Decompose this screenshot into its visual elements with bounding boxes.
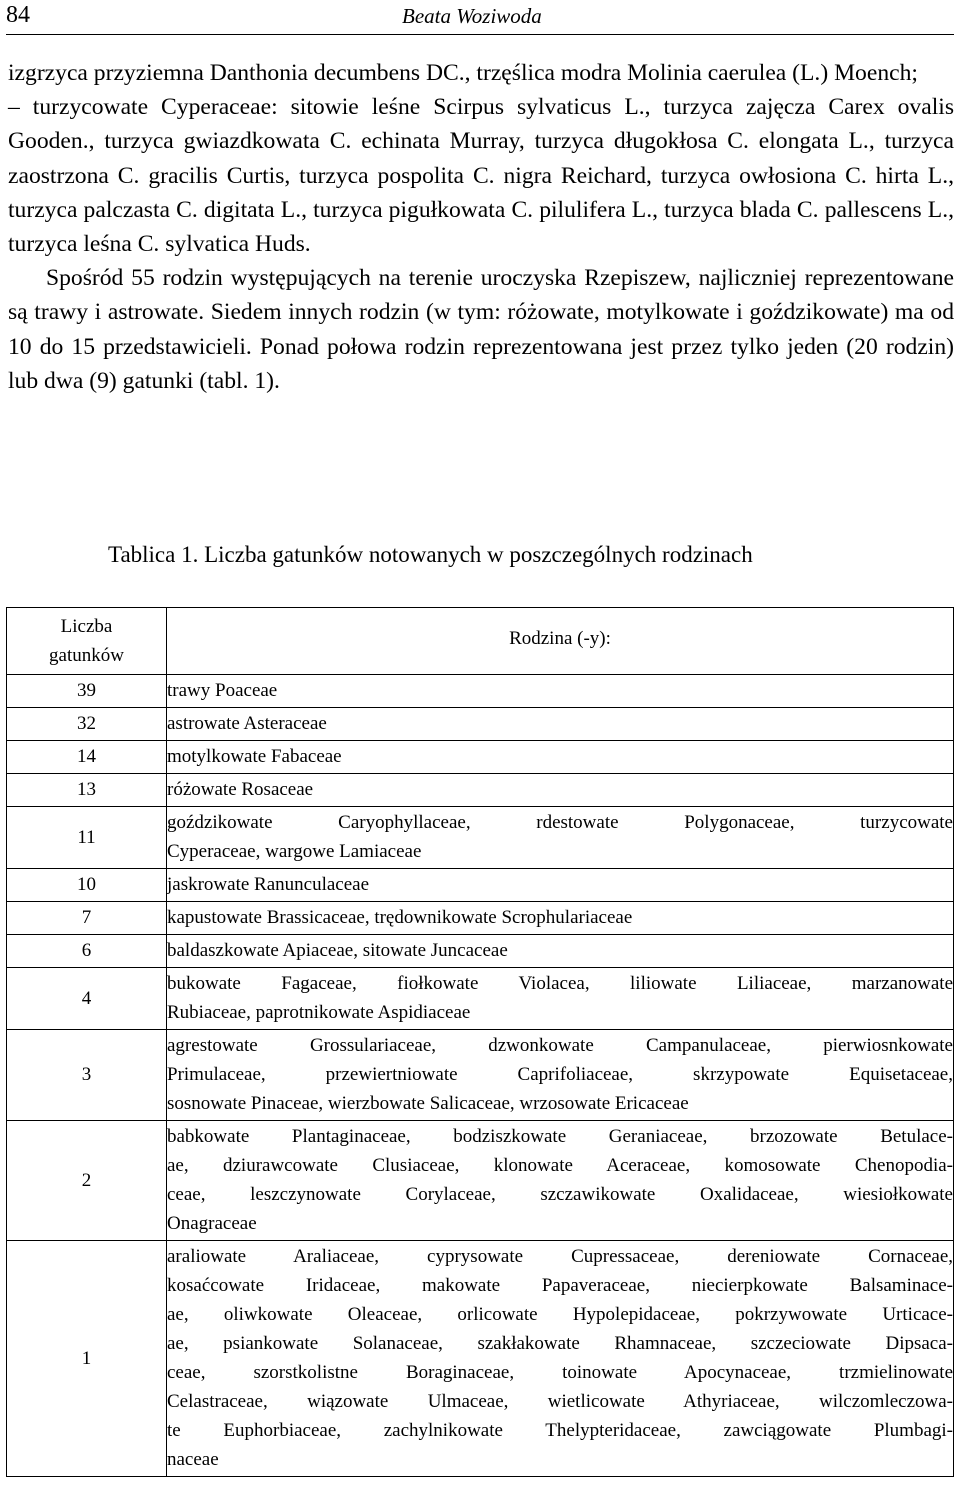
table-row	[7, 869, 954, 902]
body-text	[8, 56, 954, 398]
table-header-row	[7, 608, 954, 675]
species-count-cell: 7	[7, 902, 167, 935]
species-count-cell: 14	[7, 741, 167, 774]
page-header	[6, 0, 954, 35]
family-line: ae, dziurawcowate Clusiaceae, klonowate Aceraceae, komosowate Chenopodia-	[167, 1155, 953, 1176]
family-cell	[167, 774, 954, 807]
species-count-cell: 39	[7, 675, 167, 708]
species-count-cell: 3	[7, 1030, 167, 1121]
species-count-cell: 4	[7, 968, 167, 1030]
family-line: Onagraceae	[167, 1213, 257, 1234]
table-row	[7, 741, 954, 774]
family-line: ceae, leszczynowate Corylaceae, szczawikowate Oxalidaceae, wiesiołkowate	[167, 1184, 953, 1205]
family-line: sosnowate Pinaceae, wierzbowate Salicaceae, wrzosowate Ericaceae	[167, 1093, 689, 1114]
table-row	[7, 935, 954, 968]
family-line: Cyperaceae, wargowe Lamiaceae	[167, 841, 422, 862]
species-count-cell: 1	[7, 1241, 167, 1477]
table-row	[7, 1121, 954, 1241]
table-body	[7, 675, 954, 1477]
species-count-cell: 32	[7, 708, 167, 741]
family-cell	[167, 675, 954, 708]
family-line: kosaćcowate Iridaceae, makowate Papaveraceae, niecierpkowate Balsaminace-	[167, 1275, 953, 1296]
header-count-line2: gatunków	[49, 645, 124, 666]
species-count-cell: 10	[7, 869, 167, 902]
paragraph: izgrzyca przyziemna Danthonia decumbens DC., trzęślica modra Molinia caerulea (L.) Moench;	[8, 60, 918, 86]
table-row	[7, 1030, 954, 1121]
species-count-cell: 6	[7, 935, 167, 968]
family-cell	[167, 935, 954, 968]
family-cell	[167, 968, 954, 1030]
table-row	[7, 708, 954, 741]
family-line: jaskrowate Ranunculaceae	[167, 874, 370, 895]
family-cell	[167, 1030, 954, 1121]
family-line: trawy Poaceae	[167, 680, 278, 701]
paragraph: Spośród 55 rodzin występujących na terenie uroczyska Rzepiszew, najliczniej reprezentowane są trawy i astrowate. Siedem innych rodzin (w tym: różowate, motylkowate i goździkowate) ma od 10 do 15 przedstawicieli. Ponad połowa rodzin reprezentowana jest przez tylko jeden (20 rodzin) lub dwa (9) gatunki (tabl. 1).	[8, 265, 954, 394]
family-line: bukowate Fagaceae, fiołkowate Violacea, liliowate Liliaceae, marzanowate	[167, 973, 953, 994]
family-line: babkowate Plantaginaceae, bodziszkowate Geraniaceae, brzozowate Betulace-	[167, 1126, 953, 1147]
table-row	[7, 675, 954, 708]
table-row	[7, 1241, 954, 1477]
family-line: naceae	[167, 1449, 219, 1470]
header-count	[7, 608, 167, 675]
family-cell	[167, 741, 954, 774]
species-count-cell: 13	[7, 774, 167, 807]
table-row	[7, 902, 954, 935]
table-caption: Tablica 1. Liczba gatunków notowanych w poszczególnych rodzinach	[108, 542, 753, 567]
family-line: ceae, szorstkolistne Boraginaceae, toinowate Apocynaceae, trzmielinowate	[167, 1362, 953, 1383]
table-row	[7, 774, 954, 807]
running-head: Beata Woziwoda	[402, 4, 542, 28]
family-line: ae, oliwkowate Oleaceae, orlicowate Hypolepidaceae, pokrzywowate Urticace-	[167, 1304, 953, 1325]
family-line: te Euphorbiaceae, zachylnikowate Thelypteridaceae, zawciągowate Plumbagi-	[167, 1420, 953, 1441]
family-line: różowate Rosaceae	[167, 779, 314, 800]
family-line: araliowate Araliaceae, cyprysowate Cupressaceae, dereniowate Cornaceae,	[167, 1246, 953, 1267]
family-line: goździkowate Caryophyllaceae, rdestowate Polygonaceae, turzycowate	[167, 812, 953, 833]
family-line: astrowate Asteraceae	[167, 713, 327, 734]
family-cell	[167, 1241, 954, 1477]
page-number: 84	[6, 2, 30, 28]
family-cell	[167, 1121, 954, 1241]
family-line: Primulaceae, przewiertniowate Caprifoliaceae, skrzypowate Equisetaceae,	[167, 1064, 953, 1085]
family-cell	[167, 902, 954, 935]
family-line: motylkowate Fabaceae	[167, 746, 342, 767]
family-cell	[167, 708, 954, 741]
species-count-table	[6, 607, 954, 1477]
header-family: Rodzina (-y):	[167, 608, 954, 675]
species-count-cell: 2	[7, 1121, 167, 1241]
table-row	[7, 807, 954, 869]
family-line: Rubiaceae, paprotnikowate Aspidiaceae	[167, 1002, 471, 1023]
family-line: agrestowate Grossulariaceae, dzwonkowate Campanulaceae, pierwiosnkowate	[167, 1035, 953, 1056]
family-cell	[167, 807, 954, 869]
species-count-cell: 11	[7, 807, 167, 869]
table-row	[7, 968, 954, 1030]
family-line: kapustowate Brassicaceae, trędownikowate Scrophulariaceae	[167, 907, 633, 928]
family-cell	[167, 869, 954, 902]
family-line: ae, psiankowate Solanaceae, szakłakowate Rhamnaceae, szczeciowate Dipsaca-	[167, 1333, 953, 1354]
header-count-line1: Liczba	[60, 616, 113, 637]
family-line: Celastraceae, wiązowate Ulmaceae, wietlicowate Athyriaceae, wilczomleczowa-	[167, 1391, 953, 1412]
paragraph: – turzycowate Cyperaceae: sitowie leśne Scirpus sylvaticus L., turzyca zajęcza Carex ovalis Gooden., turzyca gwiazdkowata C. echinata Murray, turzyca długokłosa C. elongata L., turzyca zaostrzona C. gracilis Curtis, turzyca pospolita C. nigra Reichard, turzyca owłosiona C. hirta L., turzyca palczasta C. digitata L., turzyca pigułkowata C. pilulifera L., turzyca blada C. pallescens L., turzyca leśna C. sylvatica Huds.	[8, 94, 954, 258]
family-line: baldaszkowate Apiaceae, sitowate Juncaceae	[167, 940, 508, 961]
